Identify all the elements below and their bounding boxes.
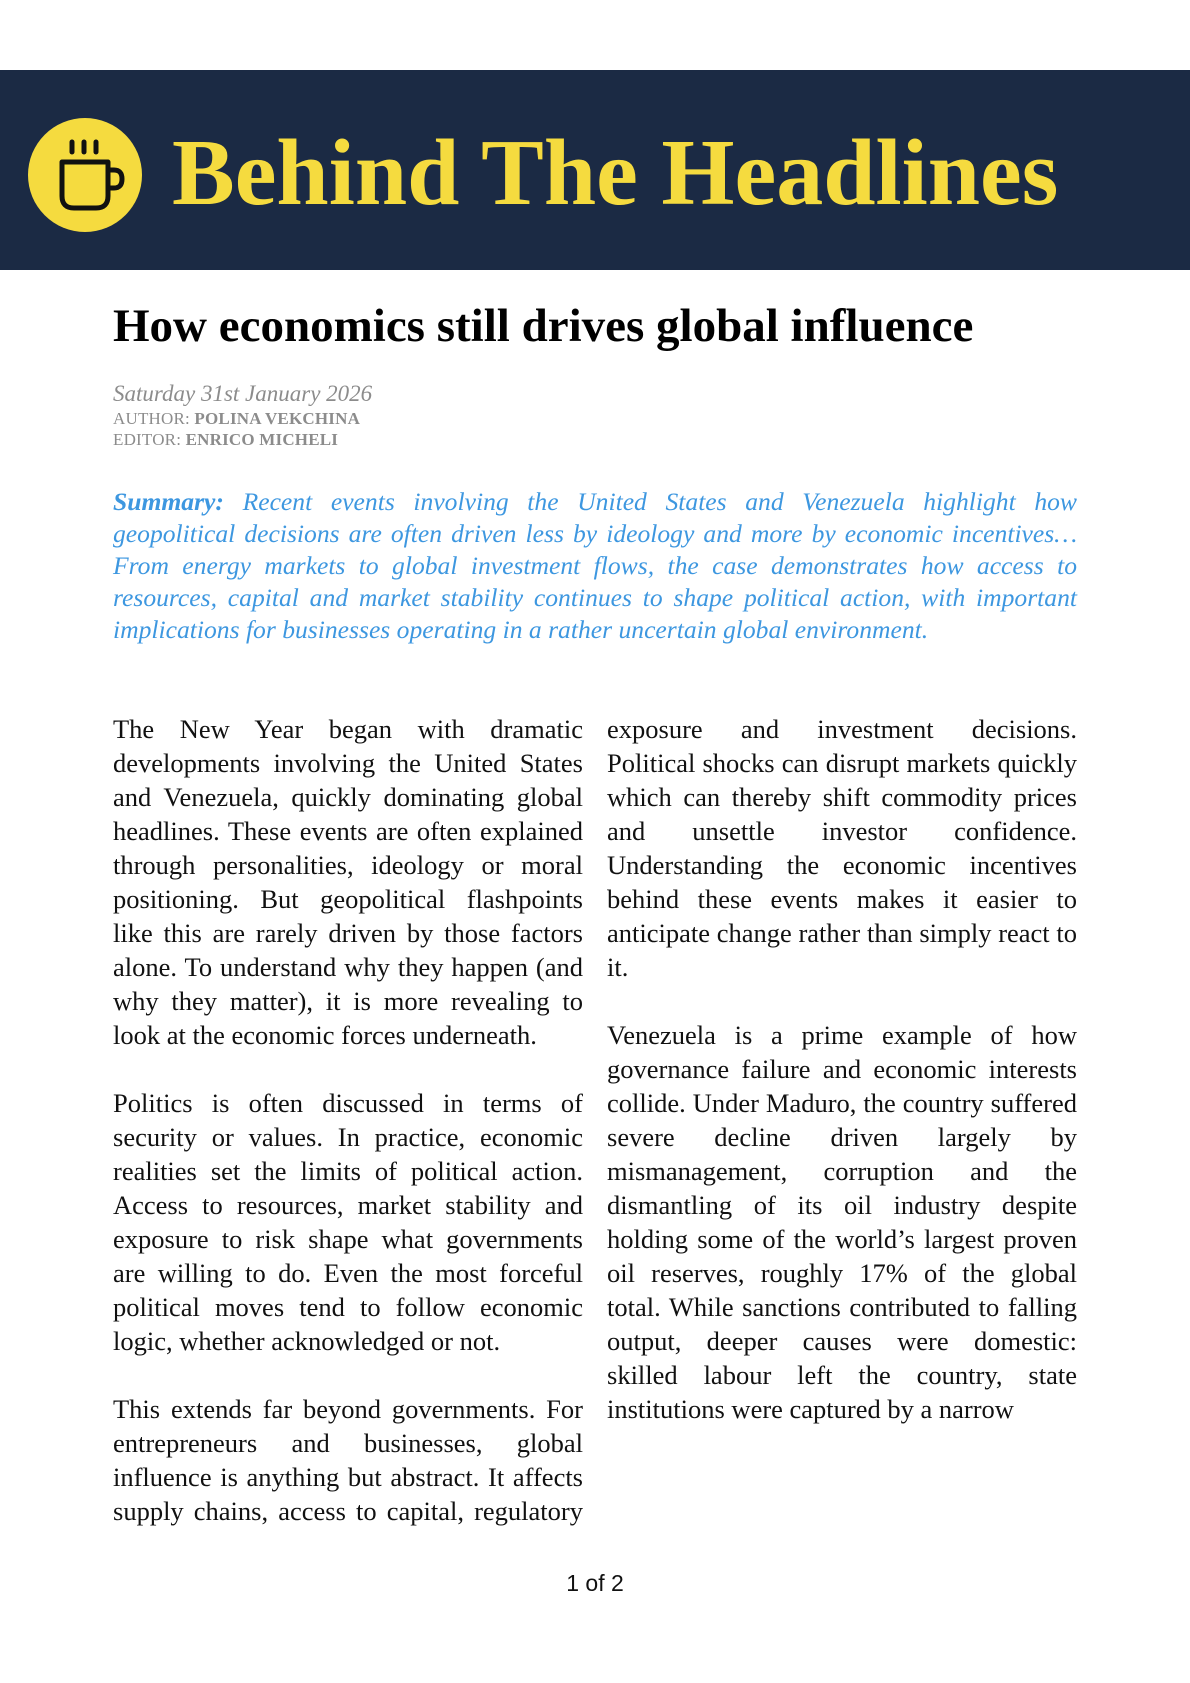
summary-text: Recent events involving the United States and Venezuela highlight how geopolitical decisions are often driven less by ideology and more by economic incentives… From energy markets to global investment flows, the case demonstrates how access to resources, capital and market stability continues to shape political action, with important implications for businesses operating in a rather uncertain global environment.	[113, 487, 1077, 644]
summary-label: Summary:	[113, 487, 224, 516]
author-name: POLINA VEKCHINA	[194, 409, 361, 428]
body-paragraph: Politics is often discussed in terms of security or values. In practice, economic realities set the limits of political action. Access to resources, market stability and exposure to risk shape what governments are willing to do. Even the most forceful political moves tend to follow economic logic, whether acknowledged or not.	[113, 1088, 583, 1356]
article-body	[113, 712, 1077, 1560]
logo	[28, 118, 142, 232]
body-paragraph: The New Year began with dramatic developments involving the United States and Venezuela, quickly dominating global headlines. These events are often explained through personalities, ideology or moral positioning. But geopolitical flashpoints like this are rarely driven by those factors alone. To understand why they happen (and why they matter), it is more revealing to look at the economic forces underneath.	[113, 714, 583, 1050]
editor-label: EDITOR:	[113, 430, 182, 449]
author-label: AUTHOR:	[113, 409, 190, 428]
article-meta	[113, 380, 372, 450]
editor-name: ENRICO MICHELI	[185, 430, 339, 449]
article-date: Saturday 31st January 2026	[113, 381, 373, 406]
body-paragraph: Venezuela is a prime example of how governance failure and economic interests collide. Under Maduro, the country suffered severe decline driven largely by mismanagement, corruption and the dismantling of its oil industry despite holding some of the world’s largest proven oil reserves, roughly 17% of the global total. While sanctions contributed to falling output, deeper causes were domestic: skilled labour left the country, state institutions were captured by a narrow	[607, 1020, 1077, 1424]
author-line	[113, 408, 372, 429]
coffee-mug-icon	[28, 118, 142, 232]
masthead-title: Behind The Headlines	[172, 121, 1059, 225]
article-title: How economics still drives global influence	[113, 300, 974, 352]
editor-line	[113, 429, 372, 450]
article-summary	[113, 486, 1077, 646]
masthead-banner	[0, 70, 1190, 270]
body-paragraph: This extends far beyond governments. For entrepreneurs and businesses, global influence is anything but abstract. It affects supply chains, access to capital, regulatory exposure and investment decisions. Political shocks can disrupt markets quickly which can thereby shift commodity prices and unsettle investor confidence. Understanding the economic incentives behind these events makes it easier to anticipate change rather than simply react to it.	[113, 714, 1077, 1526]
page-number: 1 of 2	[566, 1570, 624, 1596]
